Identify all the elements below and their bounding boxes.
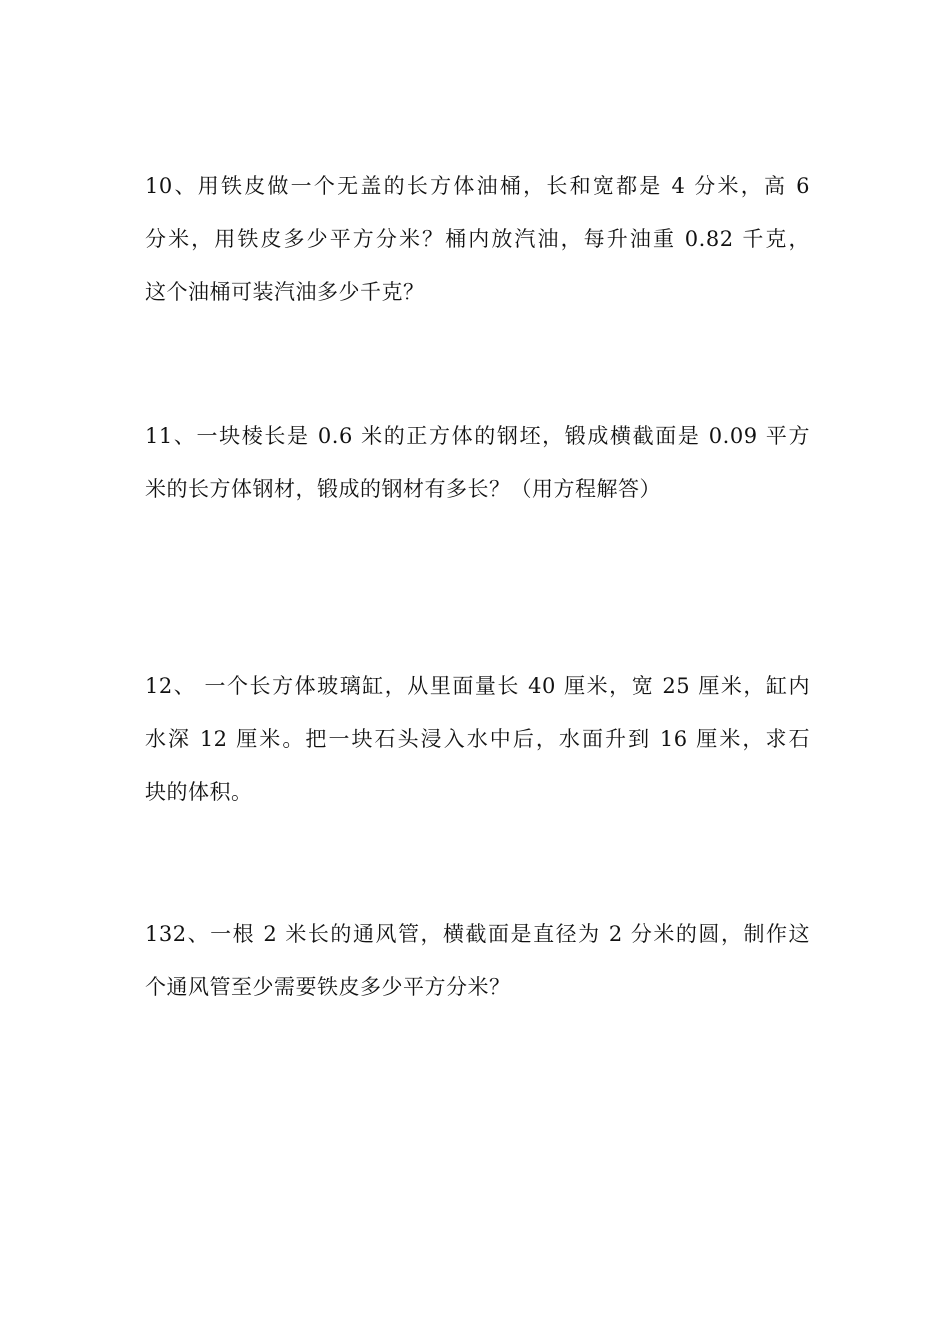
problem-line: 12、 一个长方体玻璃缸，从里面量长 40 厘米，宽 25 厘米，缸内 bbox=[145, 674, 810, 698]
problem-line: 11、一块棱长是 0.6 米的正方体的钢坯，锻成横截面是 0.09 平方 bbox=[145, 424, 810, 448]
problem-line: 10、用铁皮做一个无盖的长方体油桶，长和宽都是 4 分米，高 6 bbox=[145, 174, 810, 198]
problem-132 bbox=[145, 908, 810, 1014]
problem-11 bbox=[145, 410, 810, 516]
problem-line: 水深 12 厘米。把一块石头浸入水中后，水面升到 16 厘米，求石 bbox=[145, 727, 810, 751]
problem-line: 米的长方体钢材，锻成的钢材有多长？（用方程解答） bbox=[145, 477, 661, 501]
problem-line: 分米，用铁皮多少平方分米？桶内放汽油，每升油重 0.82 千克， bbox=[145, 227, 810, 251]
problem-line: 个通风管至少需要铁皮多少平方分米？ bbox=[145, 975, 511, 999]
problem-line: 这个油桶可装汽油多少千克？ bbox=[145, 280, 425, 304]
problem-10 bbox=[145, 160, 810, 319]
problem-line: 块的体积。 bbox=[145, 780, 253, 804]
problem-line: 132、一根 2 米长的通风管，横截面是直径为 2 分米的圆，制作这 bbox=[145, 922, 810, 946]
problem-12 bbox=[145, 660, 810, 819]
